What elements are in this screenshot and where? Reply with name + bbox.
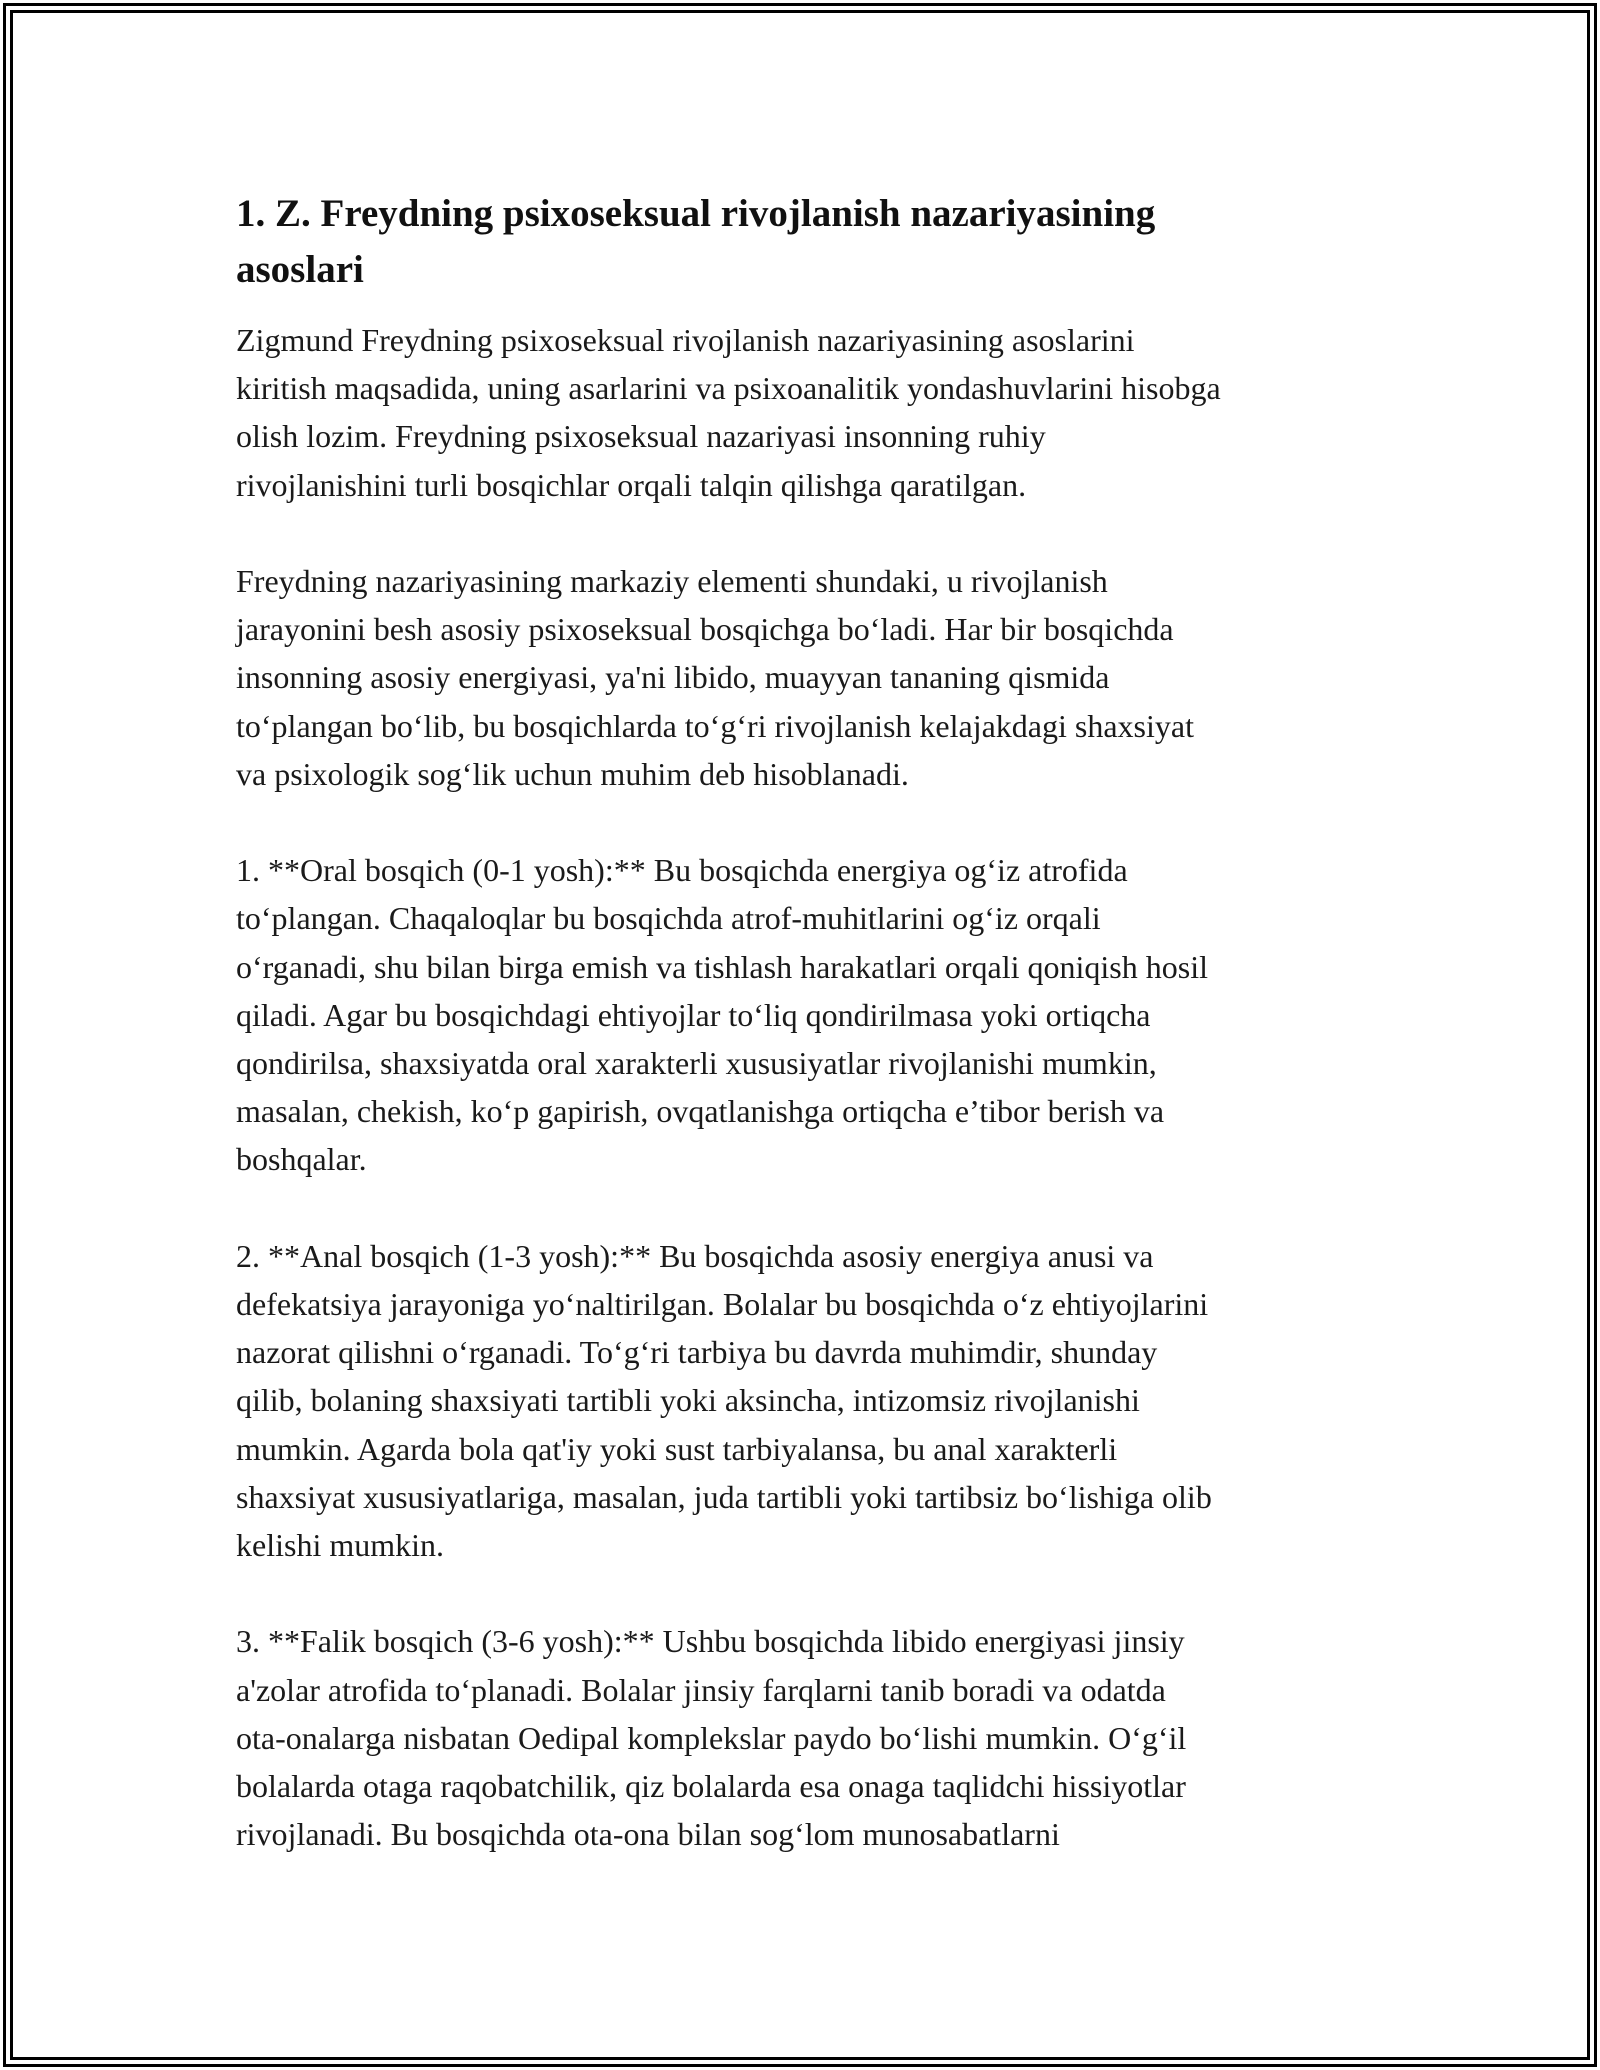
text-line: o‘rganadi, shu bilan birga emish va tishlash harakatlari orqali qoniqish hosil — [236, 948, 1208, 985]
text-line: defekatsiya jarayoniga yo‘naltirilgan. Bolalar bu bosqichda o‘z ehtiyojlarini — [236, 1286, 1209, 1323]
text-line: nazorat qilishni o‘rganadi. To‘g‘ri tarbiya bu davrda muhimdir, shunday — [236, 1334, 1158, 1371]
text-line: 1. **Oral bosqich (0-1 yosh):** Bu bosqichda energiya og‘iz atrofida — [236, 852, 1128, 889]
text-line: masalan, chekish, ko‘p gapirish, ovqatlanishga ortiqcha e’tibor berish va — [236, 1093, 1165, 1130]
text-line: shaxsiyat xususiyatlariga, masalan, juda tartibli yoki tartibsiz bo‘lishiga olib — [236, 1478, 1212, 1515]
title-line: 1. Z. Freydning psixoseksual rivojlanish nazariyasining — [236, 192, 1156, 235]
text-line: Zigmund Freydning psixoseksual rivojlanish nazariyasining asoslarini — [236, 322, 1135, 358]
paragraph-oral-stage — [236, 846, 1376, 1183]
text-line: kelishi mumkin. — [236, 1527, 444, 1564]
text-line: qiladi. Agar bu bosqichdagi ehtiyojlar to‘liq qondirilmasa yoki ortiqcha — [236, 996, 1151, 1033]
document-page — [236, 186, 1376, 1858]
section-title — [236, 186, 1376, 298]
paragraph-anal-stage — [236, 1232, 1376, 1569]
paragraph-intro — [236, 316, 1376, 509]
text-line: kiritish maqsadida, uning asarlarini va psixoanalitik yondashuvlarini hisobga — [236, 370, 1221, 407]
text-line: mumkin. Agarda bola qat'iy yoki sust tarbiyalansa, bu anal xarakterli — [236, 1430, 1118, 1467]
text-line: olish lozim. Freydning psixoseksual nazariyasi insonning ruhiy — [236, 418, 1046, 455]
text-line: a'zolar atrofida to‘planadi. Bolalar jinsiy farqlarni tanib boradi va odatda — [236, 1671, 1166, 1708]
text-line: Freydning nazariyasining markaziy elementi shundaki, u rivojlanish — [236, 563, 1108, 599]
text-line: to‘plangan bo‘lib, bu bosqichlarda to‘g‘ri rivojlanish kelajakdagi shaxsiyat — [236, 707, 1194, 744]
text-line: qilib, bolaning shaxsiyati tartibli yoki aksincha, intizomsiz rivojlanishi — [236, 1382, 1140, 1419]
text-line: ota-onalarga nisbatan Oedipal komplekslar paydo bo‘lishi mumkin. O‘g‘il — [236, 1719, 1187, 1756]
text-line: boshqalar. — [236, 1141, 367, 1178]
text-line: bolalarda otaga raqobatchilik, qiz bolalarda esa onaga taqlidchi hissiyotlar — [236, 1768, 1186, 1805]
text-line: to‘plangan. Chaqaloqlar bu bosqichda atrof-muhitlarini og‘iz orqali — [236, 900, 1101, 937]
text-line: 3. **Falik bosqich (3-6 yosh):** Ushbu bosqichda libido energiyasi jinsiy — [236, 1623, 1185, 1660]
text-line: rivojlanishini turli bosqichlar orqali talqin qilishga qaratilgan. — [236, 466, 1027, 503]
text-line: 2. **Anal bosqich (1-3 yosh):** Bu bosqichda asosiy energiya anusi va — [236, 1237, 1154, 1274]
text-line: rivojlanadi. Bu bosqichda ota-ona bilan sog‘lom munosabatlarni — [236, 1816, 1060, 1853]
text-line: jarayonini besh asosiy psixoseksual bosqichga bo‘ladi. Har bir bosqichda — [236, 611, 1174, 648]
text-line: insonning asosiy energiyasi, ya'ni libido, muayyan tananing qismida — [236, 659, 1110, 696]
text-line: va psixologik sog‘lik uchun muhim deb hisoblanadi. — [236, 755, 909, 792]
text-line: qondirilsa, shaxsiyatda oral xarakterli xususiyatlar rivojlanishi mumkin, — [236, 1045, 1157, 1082]
paragraph-central-element — [236, 557, 1376, 798]
paragraph-phallic-stage — [236, 1617, 1376, 1858]
title-line: asoslari — [236, 248, 364, 291]
